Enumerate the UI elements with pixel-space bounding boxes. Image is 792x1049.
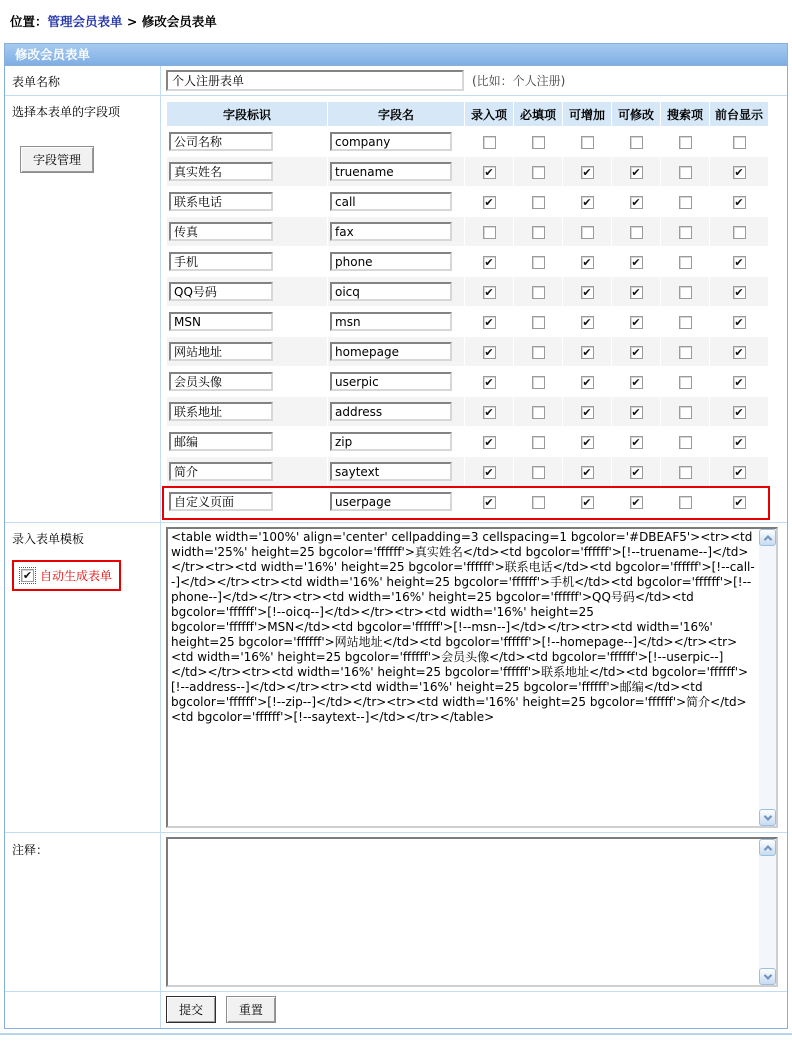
field-checkbox[interactable]: ✔ <box>631 315 641 329</box>
reset-button[interactable]: 重置 <box>226 996 276 1023</box>
field-row <box>167 217 768 246</box>
field-checkbox[interactable]: ✔ <box>631 255 641 269</box>
field-checkbox[interactable]: ✔ <box>631 375 641 389</box>
field-label-input[interactable] <box>169 132 273 151</box>
field-checkbox[interactable] <box>532 316 545 329</box>
field-checkbox[interactable] <box>679 256 692 269</box>
breadcrumb-prefix: 位置： <box>10 14 48 29</box>
field-label-input[interactable] <box>169 252 273 271</box>
field-row <box>167 487 768 516</box>
field-row <box>167 367 768 396</box>
form-name-hint: (比如：个人注册) <box>472 74 566 88</box>
breadcrumb-separator: > <box>122 14 142 29</box>
field-label-input[interactable] <box>169 492 273 511</box>
field-checkbox[interactable] <box>679 466 692 479</box>
scrollbar-track[interactable] <box>759 856 776 968</box>
field-name-input[interactable] <box>330 192 452 211</box>
field-name-input[interactable] <box>330 372 452 391</box>
field-checkbox[interactable]: ✔ <box>631 435 641 449</box>
bottom-divider <box>0 1033 792 1035</box>
fields-column-header: 字段名 <box>328 102 464 126</box>
field-checkbox[interactable] <box>679 136 692 149</box>
field-checkbox[interactable] <box>630 136 643 149</box>
field-checkbox[interactable]: ✔ <box>734 465 744 479</box>
field-row <box>167 427 768 456</box>
edit-member-form-panel <box>4 43 788 1029</box>
field-row <box>167 247 768 276</box>
field-checkbox[interactable]: ✔ <box>734 255 744 269</box>
scrollbar-track[interactable] <box>759 546 776 809</box>
field-checkbox[interactable]: ✔ <box>734 195 744 209</box>
field-label-input[interactable] <box>169 192 273 211</box>
breadcrumb-link-manage-member-forms[interactable]: 管理会员表单 <box>47 14 123 29</box>
field-checkbox[interactable] <box>532 226 545 239</box>
field-checkbox[interactable]: ✔ <box>484 405 494 419</box>
field-name-input[interactable] <box>330 462 452 481</box>
field-checkbox[interactable]: ✔ <box>582 435 592 449</box>
field-checkbox[interactable]: ✔ <box>631 345 641 359</box>
field-label-input[interactable] <box>169 282 273 301</box>
field-checkbox[interactable]: ✔ <box>484 255 494 269</box>
note-label: 注释： <box>5 833 161 991</box>
field-label-input[interactable] <box>169 162 273 181</box>
field-checkbox[interactable]: ✔ <box>582 285 592 299</box>
field-checkbox[interactable]: ✔ <box>484 465 494 479</box>
field-label-input[interactable] <box>169 342 273 361</box>
fields-column-header: 字段标识 <box>167 102 327 126</box>
field-checkbox[interactable]: ✔ <box>734 285 744 299</box>
fields-section-label: 选择本表单的字段项 <box>12 105 121 119</box>
field-checkbox[interactable] <box>532 136 545 149</box>
field-checkbox[interactable]: ✔ <box>484 495 494 509</box>
fields-column-header: 搜索项 <box>661 102 709 126</box>
field-checkbox[interactable] <box>679 226 692 239</box>
note-row <box>5 832 787 991</box>
field-checkbox[interactable] <box>581 136 594 149</box>
scroll-down-button[interactable] <box>759 809 776 826</box>
field-label-input[interactable] <box>169 372 273 391</box>
field-row <box>167 277 768 306</box>
field-checkbox[interactable] <box>679 316 692 329</box>
field-checkbox[interactable]: ✔ <box>734 405 744 419</box>
autogen-checkbox[interactable]: ✔ <box>22 569 33 582</box>
field-checkbox[interactable] <box>532 286 545 299</box>
field-checkbox[interactable] <box>679 286 692 299</box>
field-label-input[interactable] <box>169 432 273 451</box>
field-checkbox[interactable] <box>532 406 545 419</box>
field-checkbox[interactable] <box>532 436 545 449</box>
field-checkbox[interactable] <box>679 406 692 419</box>
chevron-up-icon <box>763 535 771 543</box>
field-name-input[interactable] <box>330 162 452 181</box>
template-row <box>5 522 787 832</box>
field-checkbox[interactable] <box>679 496 692 509</box>
field-checkbox[interactable]: ✔ <box>734 375 744 389</box>
field-checkbox[interactable]: ✔ <box>631 465 641 479</box>
field-checkbox[interactable]: ✔ <box>484 375 494 389</box>
field-checkbox[interactable]: ✔ <box>484 435 494 449</box>
field-label-input[interactable] <box>169 222 273 241</box>
field-checkbox[interactable] <box>532 376 545 389</box>
field-checkbox[interactable]: ✔ <box>484 165 494 179</box>
fields-table-body <box>167 127 768 516</box>
scroll-up-button[interactable] <box>759 529 776 546</box>
field-checkbox[interactable]: ✔ <box>734 315 744 329</box>
field-name-input[interactable] <box>330 342 452 361</box>
field-row <box>167 127 768 156</box>
field-checkbox[interactable] <box>483 136 496 149</box>
field-checkbox[interactable]: ✔ <box>631 165 641 179</box>
field-name-input[interactable] <box>330 252 452 271</box>
field-checkbox[interactable]: ✔ <box>734 165 744 179</box>
highlight-box-autogen <box>12 560 121 591</box>
field-checkbox[interactable] <box>733 226 746 239</box>
field-checkbox[interactable]: ✔ <box>582 255 592 269</box>
field-label-input[interactable] <box>169 402 273 421</box>
field-checkbox[interactable]: ✔ <box>582 195 592 209</box>
breadcrumb-current: 修改会员表单 <box>141 14 217 29</box>
field-checkbox[interactable] <box>532 196 545 209</box>
field-checkbox[interactable]: ✔ <box>734 345 744 359</box>
fields-column-header: 前台显示 <box>710 102 768 126</box>
autogen-label: 自动生成表单 <box>40 569 113 583</box>
field-checkbox[interactable]: ✔ <box>484 195 494 209</box>
chevron-down-icon <box>763 971 771 979</box>
field-checkbox[interactable]: ✔ <box>631 495 641 509</box>
scroll-down-button[interactable] <box>759 968 776 985</box>
field-name-input[interactable] <box>330 132 452 151</box>
field-checkbox[interactable]: ✔ <box>582 375 592 389</box>
fields-column-header: 必填项 <box>514 102 562 126</box>
field-row <box>167 307 768 336</box>
fields-header-row <box>167 102 768 126</box>
field-checkbox[interactable] <box>630 226 643 239</box>
form-name-input[interactable] <box>166 70 464 91</box>
field-label-input[interactable] <box>169 312 273 331</box>
field-checkbox[interactable]: ✔ <box>484 315 494 329</box>
field-checkbox[interactable]: ✔ <box>631 405 641 419</box>
field-checkbox[interactable] <box>679 166 692 179</box>
template-section-label: 录入表单模板 <box>12 532 85 546</box>
field-checkbox[interactable] <box>532 496 545 509</box>
field-name-input[interactable] <box>330 432 452 451</box>
submit-button[interactable]: 提交 <box>166 996 216 1023</box>
breadcrumb <box>0 0 792 29</box>
field-checkbox[interactable]: ✔ <box>582 495 592 509</box>
template-code-textarea[interactable] <box>168 529 759 826</box>
field-checkbox[interactable]: ✔ <box>734 435 744 449</box>
field-checkbox[interactable]: ✔ <box>582 465 592 479</box>
field-checkbox[interactable]: ✔ <box>582 345 592 359</box>
field-checkbox[interactable] <box>679 346 692 359</box>
field-label-input[interactable] <box>169 462 273 481</box>
field-checkbox[interactable] <box>483 226 496 239</box>
field-checkbox[interactable] <box>679 376 692 389</box>
field-row <box>167 457 768 486</box>
field-checkbox[interactable]: ✔ <box>582 165 592 179</box>
field-checkbox[interactable] <box>733 136 746 149</box>
field-checkbox[interactable]: ✔ <box>631 195 641 209</box>
scroll-up-button[interactable] <box>759 839 776 856</box>
field-checkbox[interactable] <box>679 196 692 209</box>
field-checkbox[interactable]: ✔ <box>582 405 592 419</box>
fields-column-header: 录入项 <box>465 102 513 126</box>
fields-table <box>166 101 769 517</box>
actions-row <box>5 991 787 1028</box>
field-checkbox[interactable] <box>679 436 692 449</box>
template-scrollbar[interactable] <box>759 529 776 826</box>
field-name-input[interactable] <box>330 402 452 421</box>
field-checkbox[interactable] <box>532 466 545 479</box>
field-checkbox[interactable]: ✔ <box>582 315 592 329</box>
field-checkbox[interactable] <box>532 256 545 269</box>
field-checkbox[interactable]: ✔ <box>484 285 494 299</box>
note-textarea[interactable] <box>168 839 759 985</box>
form-name-row <box>5 66 787 95</box>
field-row <box>167 157 768 186</box>
field-checkbox[interactable] <box>532 166 545 179</box>
field-checkbox[interactable]: ✔ <box>631 285 641 299</box>
field-checkbox[interactable] <box>581 226 594 239</box>
field-name-input[interactable] <box>330 282 452 301</box>
panel-title: 修改会员表单 <box>5 44 787 66</box>
chevron-up-icon <box>763 845 771 853</box>
field-name-input[interactable] <box>330 312 452 331</box>
field-name-input[interactable] <box>330 492 452 511</box>
field-name-input[interactable] <box>330 222 452 241</box>
field-row <box>167 187 768 216</box>
field-checkbox[interactable]: ✔ <box>484 345 494 359</box>
fields-column-header: 可修改 <box>612 102 660 126</box>
field-row <box>167 337 768 366</box>
chevron-down-icon <box>763 812 771 820</box>
note-scrollbar[interactable] <box>759 839 776 985</box>
field-row <box>167 397 768 426</box>
fields-row <box>5 95 787 522</box>
field-checkbox[interactable]: ✔ <box>734 495 744 509</box>
manage-fields-button[interactable]: 字段管理 <box>20 146 94 173</box>
form-name-label: 表单名称 <box>5 66 161 95</box>
field-checkbox[interactable] <box>532 346 545 359</box>
fields-column-header: 可增加 <box>563 102 611 126</box>
